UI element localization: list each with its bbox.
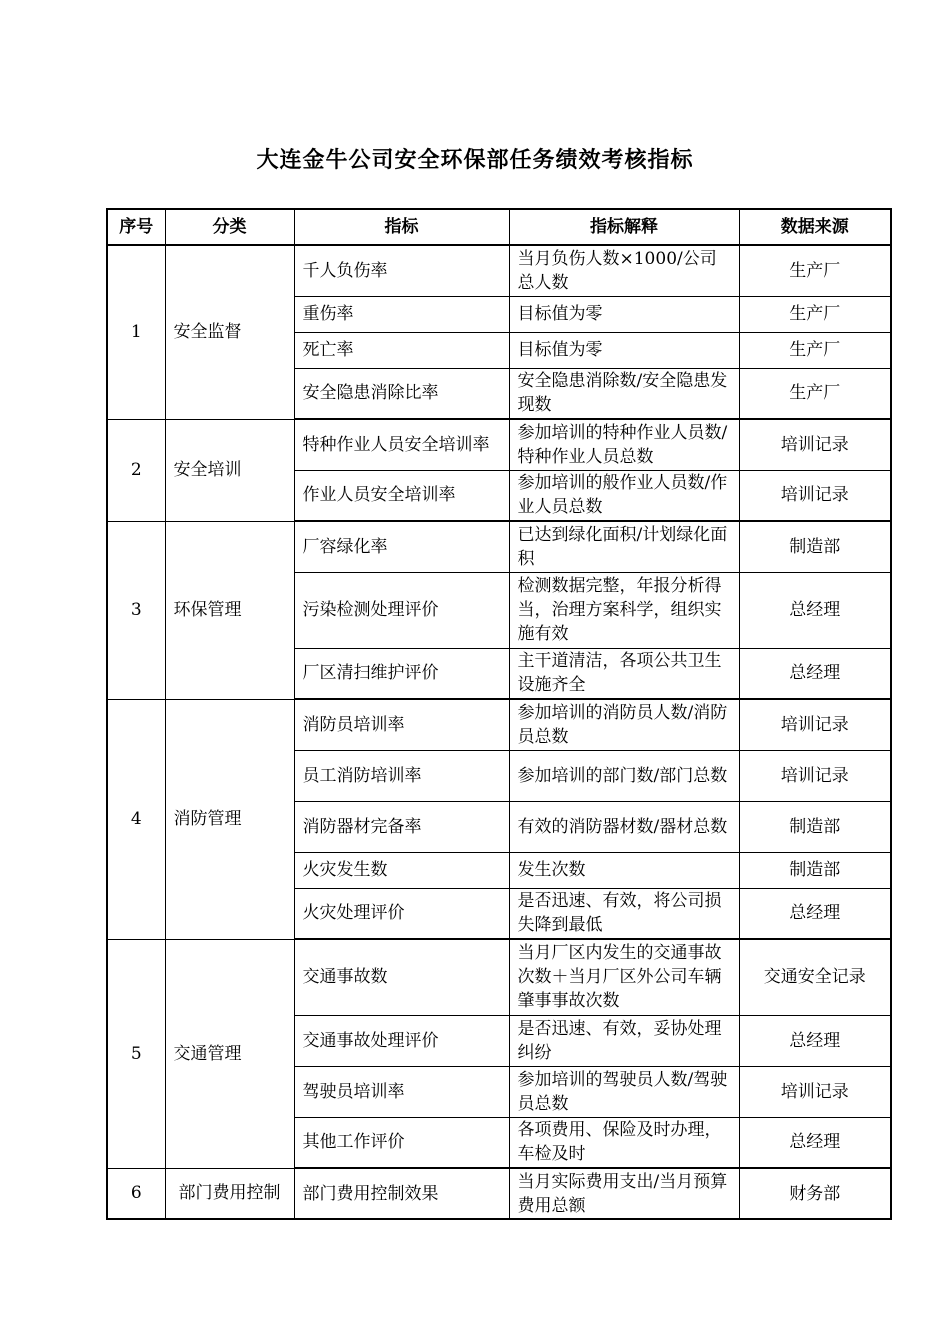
source-cell: 培训记录 (739, 470, 891, 521)
explanation-cell: 参加培训的般作业人员数/作业人员总数 (509, 470, 739, 521)
explanation-cell: 目标值为零 (509, 332, 739, 368)
table-row (107, 1168, 891, 1219)
group-seq: 3 (107, 521, 165, 699)
group-seq: 2 (107, 419, 165, 521)
explanation-cell: 参加培训的消防员人数/消防员总数 (509, 699, 739, 750)
indicator-cell: 消防器材完备率 (294, 801, 509, 852)
table-row (107, 699, 891, 750)
source-cell: 生产厂 (739, 332, 891, 368)
group-category: 部门费用控制 (165, 1168, 294, 1219)
header-seq: 序号 (107, 209, 165, 245)
explanation-cell: 是否迅速、有效，妥协处理纠纷 (509, 1015, 739, 1066)
source-cell: 培训记录 (739, 750, 891, 801)
indicator-cell: 厂容绿化率 (294, 521, 509, 572)
group-category: 安全培训 (165, 419, 294, 521)
explanation-cell: 是否迅速、有效，将公司损失降到最低 (509, 888, 739, 939)
indicator-cell: 员工消防培训率 (294, 750, 509, 801)
kpi-table (106, 208, 892, 1220)
source-cell: 总经理 (739, 572, 891, 648)
explanation-cell: 目标值为零 (509, 296, 739, 332)
group-seq: 1 (107, 245, 165, 419)
indicator-cell: 消防员培训率 (294, 699, 509, 750)
explanation-cell: 发生次数 (509, 852, 739, 888)
header-category: 分类 (165, 209, 294, 245)
indicator-cell: 火灾处理评价 (294, 888, 509, 939)
indicator-cell: 千人负伤率 (294, 245, 509, 296)
group-seq: 4 (107, 699, 165, 939)
explanation-cell: 已达到绿化面积/计划绿化面积 (509, 521, 739, 572)
source-cell: 制造部 (739, 852, 891, 888)
explanation-cell: 各项费用、保险及时办理，车检及时 (509, 1117, 739, 1168)
group-seq: 6 (107, 1168, 165, 1219)
source-cell: 生产厂 (739, 245, 891, 296)
source-cell: 培训记录 (739, 419, 891, 470)
source-cell: 培训记录 (739, 1066, 891, 1117)
table-row (107, 939, 891, 1015)
indicator-cell: 交通事故处理评价 (294, 1015, 509, 1066)
page-title: 大连金牛公司安全环保部任务绩效考核指标 (256, 148, 694, 173)
source-cell: 交通安全记录 (739, 939, 891, 1015)
source-cell: 总经理 (739, 648, 891, 699)
source-cell: 生产厂 (739, 368, 891, 419)
header-indicator: 指标 (294, 209, 509, 245)
indicator-cell: 重伤率 (294, 296, 509, 332)
explanation-cell: 安全隐患消除数/安全隐患发现数 (509, 368, 739, 419)
group-category: 交通管理 (165, 939, 294, 1168)
explanation-cell: 当月厂区内发生的交通事故次数＋当月厂区外公司车辆肇事事故次数 (509, 939, 739, 1015)
table-header-row (107, 209, 891, 245)
table-row (107, 521, 891, 572)
indicator-cell: 其他工作评价 (294, 1117, 509, 1168)
explanation-cell: 参加培训的特种作业人员数/特种作业人员总数 (509, 419, 739, 470)
source-cell: 财务部 (739, 1168, 891, 1219)
indicator-cell: 驾驶员培训率 (294, 1066, 509, 1117)
group-category: 安全监督 (165, 245, 294, 419)
explanation-cell: 当月负伤人数×1000/公司总人数 (509, 245, 739, 296)
indicator-cell: 火灾发生数 (294, 852, 509, 888)
explanation-cell: 参加培训的部门数/部门总数 (509, 750, 739, 801)
group-seq: 5 (107, 939, 165, 1168)
source-cell: 生产厂 (739, 296, 891, 332)
explanation-cell: 检测数据完整，年报分析得当，治理方案科学，组织实施有效 (509, 572, 739, 648)
indicator-cell: 死亡率 (294, 332, 509, 368)
indicator-cell: 特种作业人员安全培训率 (294, 419, 509, 470)
explanation-cell: 主干道清洁，各项公共卫生设施齐全 (509, 648, 739, 699)
source-cell: 总经理 (739, 888, 891, 939)
indicator-cell: 作业人员安全培训率 (294, 470, 509, 521)
source-cell: 制造部 (739, 521, 891, 572)
indicator-cell: 污染检测处理评价 (294, 572, 509, 648)
table-row (107, 419, 891, 470)
group-category: 环保管理 (165, 521, 294, 699)
explanation-cell: 参加培训的驾驶员人数/驾驶员总数 (509, 1066, 739, 1117)
source-cell: 培训记录 (739, 699, 891, 750)
explanation-cell: 当月实际费用支出/当月预算费用总额 (509, 1168, 739, 1219)
indicator-cell: 厂区清扫维护评价 (294, 648, 509, 699)
indicator-cell: 安全隐患消除比率 (294, 368, 509, 419)
header-source: 数据来源 (739, 209, 891, 245)
indicator-cell: 交通事故数 (294, 939, 509, 1015)
explanation-cell: 有效的消防器材数/器材总数 (509, 801, 739, 852)
source-cell: 制造部 (739, 801, 891, 852)
source-cell: 总经理 (739, 1117, 891, 1168)
group-category: 消防管理 (165, 699, 294, 939)
header-explanation: 指标解释 (509, 209, 739, 245)
table-row (107, 245, 891, 296)
indicator-cell: 部门费用控制效果 (294, 1168, 509, 1219)
source-cell: 总经理 (739, 1015, 891, 1066)
